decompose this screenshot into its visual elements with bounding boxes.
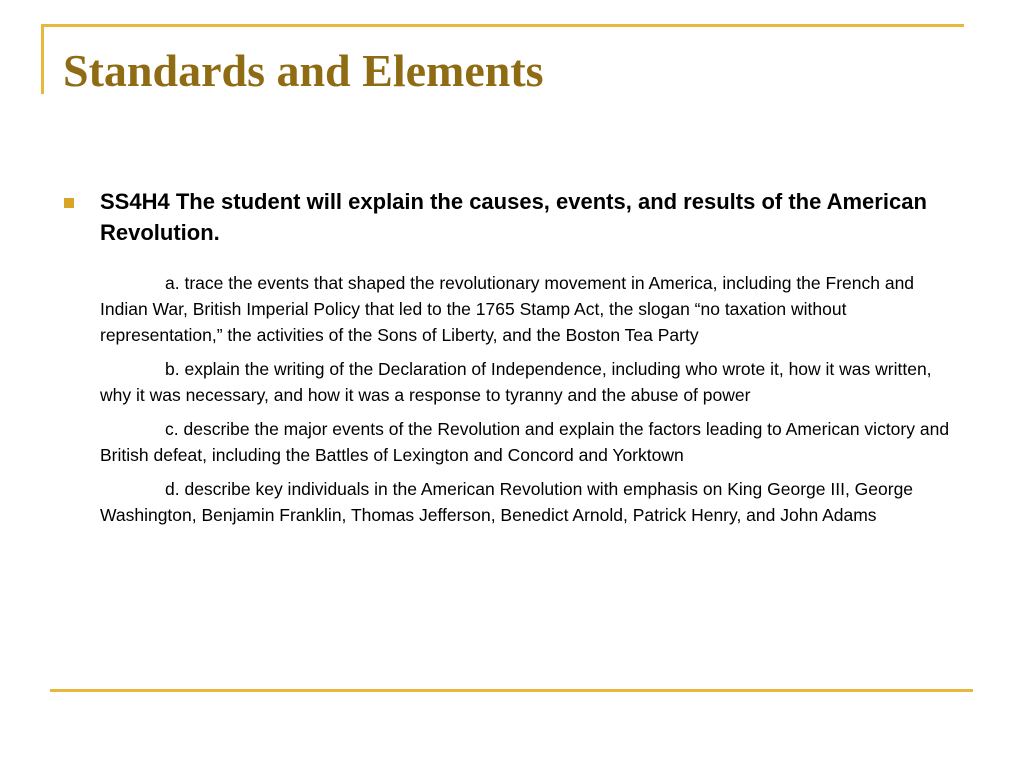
left-border-line (41, 24, 44, 94)
bottom-border-line (50, 689, 973, 692)
element-d: d. describe key individuals in the American Revolution with emphasis on King George III, George Washington, Benjamin Franklin, Thomas Jefferson, Benedict Arnold, Patrick Henry, and John Adams (100, 479, 914, 525)
slide-title: Standards and Elements (63, 45, 544, 96)
square-bullet-icon (64, 198, 74, 208)
standard-block (100, 186, 950, 536)
standard-heading: SS4H4 The student will explain the causes, events, and results of the American Revolution. (100, 189, 927, 245)
element-c: c. describe the major events of the Revolution and explain the factors leading to American victory and British defeat, including the Battles of Lexington and Concord and Yorktown (100, 419, 950, 465)
element-b: b. explain the writing of the Declaration of Independence, including who wrote it, how it was written, why it was necessary, and how it was a response to tyranny and the abuse of power (100, 359, 932, 405)
element-a: a. trace the events that shaped the revolutionary movement in America, including the French and Indian War, British Imperial Policy that led to the 1765 Stamp Act, the slogan “no taxation without representation,” the activities of the Sons of Liberty, and the Boston Tea Party (100, 273, 915, 345)
top-border-line (41, 24, 964, 27)
